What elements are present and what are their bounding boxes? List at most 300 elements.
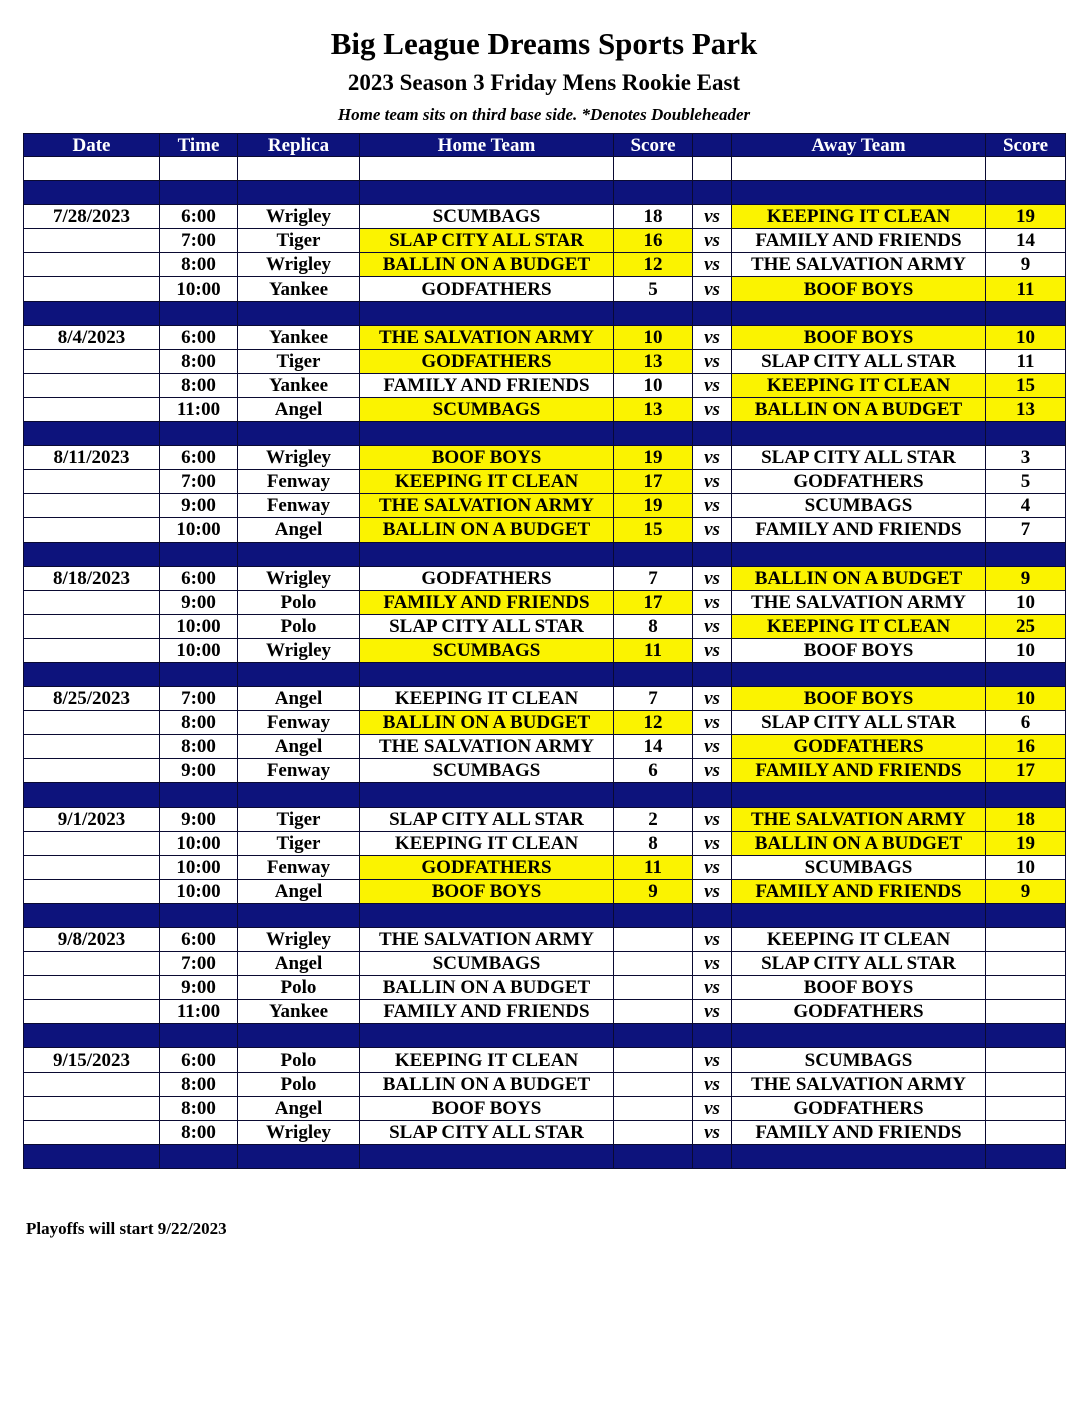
vs-cell: vs	[693, 735, 732, 759]
time-cell: 9:00	[160, 590, 238, 614]
date-cell: 8/18/2023	[24, 566, 160, 590]
vs-cell: vs	[693, 397, 732, 421]
date-cell	[24, 976, 160, 1000]
replica-cell: Angel	[238, 518, 360, 542]
game-row	[24, 879, 1066, 903]
empty-cell	[24, 662, 160, 686]
date-cell	[24, 373, 160, 397]
empty-cell	[24, 181, 160, 205]
empty-cell	[24, 542, 160, 566]
home-team-cell: GODFATHERS	[360, 566, 614, 590]
playoffs-note: Playoffs will start 9/22/2023	[26, 1219, 227, 1238]
date-cell	[24, 614, 160, 638]
away-team-cell: KEEPING IT CLEAN	[732, 614, 986, 638]
home-team-cell: THE SALVATION ARMY	[360, 928, 614, 952]
game-row	[24, 687, 1066, 711]
game-row	[24, 807, 1066, 831]
away-score-cell	[986, 1048, 1066, 1072]
away-score-cell: 17	[986, 759, 1066, 783]
empty-cell	[732, 181, 986, 205]
replica-cell: Yankee	[238, 277, 360, 301]
time-cell: 9:00	[160, 494, 238, 518]
away-score-cell: 25	[986, 614, 1066, 638]
away-score-cell	[986, 976, 1066, 1000]
home-score-cell: 19	[614, 446, 693, 470]
week-separator	[24, 1024, 1066, 1048]
empty-cell	[614, 1144, 693, 1168]
home-score-cell: 2	[614, 807, 693, 831]
home-team-cell: BOOF BOYS	[360, 879, 614, 903]
empty-cell	[732, 542, 986, 566]
away-score-cell: 14	[986, 229, 1066, 253]
replica-cell: Yankee	[238, 1000, 360, 1024]
game-row	[24, 1072, 1066, 1096]
replica-cell: Wrigley	[238, 1120, 360, 1144]
time-cell: 10:00	[160, 855, 238, 879]
vs-cell: vs	[693, 976, 732, 1000]
empty-cell	[693, 1144, 732, 1168]
col-vs	[693, 134, 732, 157]
header-row	[24, 134, 1066, 157]
away-score-cell	[986, 1096, 1066, 1120]
away-team-cell: SLAP CITY ALL STAR	[732, 446, 986, 470]
game-row	[24, 373, 1066, 397]
date-cell	[24, 590, 160, 614]
vs-cell: vs	[693, 205, 732, 229]
home-score-cell: 7	[614, 687, 693, 711]
date-cell: 7/28/2023	[24, 205, 160, 229]
home-score-cell: 9	[614, 879, 693, 903]
empty-cell	[986, 783, 1066, 807]
away-team-cell: BALLIN ON A BUDGET	[732, 397, 986, 421]
away-team-cell: FAMILY AND FRIENDS	[732, 879, 986, 903]
game-row	[24, 349, 1066, 373]
time-cell: 7:00	[160, 470, 238, 494]
col-away-team: Away Team	[732, 134, 986, 157]
home-team-cell: FAMILY AND FRIENDS	[360, 590, 614, 614]
page-subtitle: 2023 Season 3 Friday Mens Rookie East	[347, 70, 741, 95]
home-score-cell: 5	[614, 277, 693, 301]
away-team-cell: SLAP CITY ALL STAR	[732, 711, 986, 735]
home-team-cell: FAMILY AND FRIENDS	[360, 373, 614, 397]
away-team-cell: THE SALVATION ARMY	[732, 1072, 986, 1096]
home-team-cell: BALLIN ON A BUDGET	[360, 253, 614, 277]
away-score-cell	[986, 1072, 1066, 1096]
empty-cell	[986, 301, 1066, 325]
time-cell: 6:00	[160, 446, 238, 470]
game-row	[24, 446, 1066, 470]
time-cell: 10:00	[160, 879, 238, 903]
game-row	[24, 229, 1066, 253]
time-cell: 10:00	[160, 277, 238, 301]
away-score-cell	[986, 1120, 1066, 1144]
home-score-cell: 13	[614, 349, 693, 373]
date-cell: 9/15/2023	[24, 1048, 160, 1072]
date-cell	[24, 349, 160, 373]
date-cell	[24, 470, 160, 494]
away-score-cell	[986, 1000, 1066, 1024]
away-team-cell: SLAP CITY ALL STAR	[732, 952, 986, 976]
empty-cell	[160, 662, 238, 686]
empty-cell	[732, 422, 986, 446]
game-row	[24, 518, 1066, 542]
empty-cell	[24, 903, 160, 927]
home-score-cell: 11	[614, 855, 693, 879]
game-row	[24, 277, 1066, 301]
vs-cell: vs	[693, 229, 732, 253]
home-team-cell: THE SALVATION ARMY	[360, 325, 614, 349]
home-team-cell: SLAP CITY ALL STAR	[360, 1120, 614, 1144]
vs-cell: vs	[693, 638, 732, 662]
away-score-cell: 10	[986, 590, 1066, 614]
empty-cell	[238, 783, 360, 807]
date-cell	[24, 711, 160, 735]
vs-cell: vs	[693, 831, 732, 855]
empty-cell	[360, 1144, 614, 1168]
empty-cell	[693, 903, 732, 927]
time-cell: 9:00	[160, 976, 238, 1000]
away-score-cell: 13	[986, 397, 1066, 421]
game-row	[24, 566, 1066, 590]
empty-cell	[24, 1024, 160, 1048]
away-team-cell: GODFATHERS	[732, 470, 986, 494]
empty-cell	[986, 1024, 1066, 1048]
empty-cell	[986, 181, 1066, 205]
week-separator	[24, 1144, 1066, 1168]
empty-cell	[614, 301, 693, 325]
home-team-cell: GODFATHERS	[360, 855, 614, 879]
replica-cell: Tiger	[238, 229, 360, 253]
date-cell	[24, 1120, 160, 1144]
empty-cell	[360, 662, 614, 686]
replica-cell: Angel	[238, 687, 360, 711]
empty-cell	[693, 181, 732, 205]
empty-cell	[238, 662, 360, 686]
home-score-cell: 10	[614, 373, 693, 397]
date-cell	[24, 759, 160, 783]
away-team-cell: FAMILY AND FRIENDS	[732, 759, 986, 783]
col-home-team: Home Team	[360, 134, 614, 157]
away-score-cell: 19	[986, 205, 1066, 229]
time-cell: 8:00	[160, 373, 238, 397]
vs-cell: vs	[693, 879, 732, 903]
empty-cell	[238, 542, 360, 566]
home-score-cell	[614, 1000, 693, 1024]
game-row	[24, 1048, 1066, 1072]
time-cell: 10:00	[160, 831, 238, 855]
empty-cell	[360, 181, 614, 205]
empty-cell	[614, 422, 693, 446]
away-team-cell: SCUMBAGS	[732, 1048, 986, 1072]
vs-cell: vs	[693, 470, 732, 494]
home-score-cell	[614, 928, 693, 952]
away-score-cell: 11	[986, 349, 1066, 373]
empty-cell	[238, 422, 360, 446]
game-row	[24, 711, 1066, 735]
vs-cell: vs	[693, 1120, 732, 1144]
away-score-cell: 3	[986, 446, 1066, 470]
replica-cell: Fenway	[238, 855, 360, 879]
col-replica: Replica	[238, 134, 360, 157]
away-score-cell: 10	[986, 638, 1066, 662]
away-team-cell: GODFATHERS	[732, 735, 986, 759]
empty-cell	[238, 1024, 360, 1048]
time-cell: 6:00	[160, 566, 238, 590]
away-team-cell: BALLIN ON A BUDGET	[732, 566, 986, 590]
game-row	[24, 614, 1066, 638]
empty-cell	[360, 422, 614, 446]
away-score-cell: 7	[986, 518, 1066, 542]
home-score-cell: 16	[614, 229, 693, 253]
time-cell: 7:00	[160, 687, 238, 711]
replica-cell: Fenway	[238, 470, 360, 494]
game-row	[24, 855, 1066, 879]
empty-cell	[360, 1024, 614, 1048]
home-team-cell: BOOF BOYS	[360, 1096, 614, 1120]
game-row	[24, 205, 1066, 229]
away-score-cell: 5	[986, 470, 1066, 494]
date-cell: 9/1/2023	[24, 807, 160, 831]
schedule-table	[23, 133, 1066, 1169]
empty-cell	[693, 542, 732, 566]
replica-cell: Angel	[238, 735, 360, 759]
home-score-cell: 17	[614, 470, 693, 494]
vs-cell: vs	[693, 1048, 732, 1072]
date-cell	[24, 735, 160, 759]
replica-cell: Fenway	[238, 759, 360, 783]
date-cell	[24, 494, 160, 518]
home-score-cell: 15	[614, 518, 693, 542]
away-team-cell: FAMILY AND FRIENDS	[732, 229, 986, 253]
away-team-cell: BOOF BOYS	[732, 976, 986, 1000]
empty-cell	[986, 542, 1066, 566]
date-cell	[24, 879, 160, 903]
home-score-cell	[614, 1048, 693, 1072]
vs-cell: vs	[693, 325, 732, 349]
time-cell: 10:00	[160, 614, 238, 638]
week-separator	[24, 783, 1066, 807]
empty-cell	[160, 1144, 238, 1168]
date-cell	[24, 831, 160, 855]
date-cell	[24, 638, 160, 662]
home-score-cell: 11	[614, 638, 693, 662]
empty-cell	[360, 542, 614, 566]
time-cell: 8:00	[160, 1096, 238, 1120]
empty-cell	[160, 903, 238, 927]
away-team-cell: BOOF BOYS	[732, 687, 986, 711]
vs-cell: vs	[693, 855, 732, 879]
date-cell: 8/25/2023	[24, 687, 160, 711]
empty-cell	[160, 1024, 238, 1048]
replica-cell: Tiger	[238, 831, 360, 855]
vs-cell: vs	[693, 687, 732, 711]
time-cell: 7:00	[160, 229, 238, 253]
home-score-cell: 7	[614, 566, 693, 590]
time-cell: 6:00	[160, 1048, 238, 1072]
away-team-cell: KEEPING IT CLEAN	[732, 373, 986, 397]
empty-cell	[732, 301, 986, 325]
away-score-cell: 9	[986, 879, 1066, 903]
empty-cell	[614, 157, 693, 181]
home-team-cell: BOOF BOYS	[360, 446, 614, 470]
empty-cell	[160, 542, 238, 566]
away-team-cell: SLAP CITY ALL STAR	[732, 349, 986, 373]
vs-cell: vs	[693, 1000, 732, 1024]
empty-cell	[24, 783, 160, 807]
replica-cell: Polo	[238, 614, 360, 638]
home-score-cell: 19	[614, 494, 693, 518]
away-score-cell: 9	[986, 253, 1066, 277]
empty-cell	[732, 1144, 986, 1168]
time-cell: 8:00	[160, 711, 238, 735]
empty-cell	[24, 422, 160, 446]
empty-cell	[238, 157, 360, 181]
replica-cell: Angel	[238, 879, 360, 903]
empty-cell	[238, 1144, 360, 1168]
away-team-cell: SCUMBAGS	[732, 494, 986, 518]
home-score-cell	[614, 1072, 693, 1096]
time-cell: 8:00	[160, 735, 238, 759]
date-cell	[24, 1072, 160, 1096]
empty-cell	[986, 157, 1066, 181]
game-row	[24, 1000, 1066, 1024]
week-separator	[24, 181, 1066, 205]
empty-cell	[614, 1024, 693, 1048]
time-cell: 6:00	[160, 928, 238, 952]
home-score-cell	[614, 1096, 693, 1120]
vs-cell: vs	[693, 711, 732, 735]
replica-cell: Polo	[238, 590, 360, 614]
home-team-cell: BALLIN ON A BUDGET	[360, 711, 614, 735]
replica-cell: Angel	[238, 397, 360, 421]
home-team-cell: SCUMBAGS	[360, 759, 614, 783]
away-team-cell: BOOF BOYS	[732, 638, 986, 662]
date-cell	[24, 1096, 160, 1120]
vs-cell: vs	[693, 952, 732, 976]
time-cell: 7:00	[160, 952, 238, 976]
empty-cell	[614, 542, 693, 566]
home-team-cell: KEEPING IT CLEAN	[360, 687, 614, 711]
home-team-cell: BALLIN ON A BUDGET	[360, 1072, 614, 1096]
empty-cell	[160, 783, 238, 807]
vs-cell: vs	[693, 807, 732, 831]
away-team-cell: THE SALVATION ARMY	[732, 807, 986, 831]
home-score-cell	[614, 952, 693, 976]
home-score-cell: 6	[614, 759, 693, 783]
vs-cell: vs	[693, 253, 732, 277]
date-cell	[24, 855, 160, 879]
empty-cell	[732, 1024, 986, 1048]
empty-cell	[732, 783, 986, 807]
empty-cell	[160, 301, 238, 325]
date-cell: 9/8/2023	[24, 928, 160, 952]
empty-cell	[160, 181, 238, 205]
empty-cell	[24, 1144, 160, 1168]
home-team-cell: THE SALVATION ARMY	[360, 494, 614, 518]
replica-cell: Tiger	[238, 349, 360, 373]
date-cell	[24, 952, 160, 976]
vs-cell: vs	[693, 928, 732, 952]
empty-cell	[238, 301, 360, 325]
game-row	[24, 976, 1066, 1000]
vs-cell: vs	[693, 446, 732, 470]
replica-cell: Fenway	[238, 711, 360, 735]
replica-cell: Wrigley	[238, 205, 360, 229]
home-score-cell	[614, 1120, 693, 1144]
replica-cell: Wrigley	[238, 253, 360, 277]
away-score-cell: 15	[986, 373, 1066, 397]
home-team-cell: SCUMBAGS	[360, 638, 614, 662]
away-team-cell: BOOF BOYS	[732, 325, 986, 349]
empty-cell	[614, 662, 693, 686]
time-cell: 8:00	[160, 1072, 238, 1096]
away-score-cell: 6	[986, 711, 1066, 735]
empty-cell	[693, 783, 732, 807]
empty-cell	[238, 903, 360, 927]
home-score-cell: 13	[614, 397, 693, 421]
away-score-cell	[986, 952, 1066, 976]
time-cell: 11:00	[160, 397, 238, 421]
replica-cell: Wrigley	[238, 638, 360, 662]
away-score-cell: 10	[986, 687, 1066, 711]
vs-cell: vs	[693, 759, 732, 783]
game-row	[24, 253, 1066, 277]
week-separator	[24, 662, 1066, 686]
week-separator	[24, 903, 1066, 927]
empty-cell	[614, 903, 693, 927]
away-team-cell: FAMILY AND FRIENDS	[732, 1120, 986, 1144]
game-row	[24, 952, 1066, 976]
home-team-cell: THE SALVATION ARMY	[360, 735, 614, 759]
time-cell: 6:00	[160, 325, 238, 349]
empty-cell	[360, 157, 614, 181]
game-row	[24, 831, 1066, 855]
week-separator	[24, 542, 1066, 566]
replica-cell: Polo	[238, 1072, 360, 1096]
empty-cell	[986, 1144, 1066, 1168]
away-score-cell	[986, 928, 1066, 952]
away-score-cell: 10	[986, 325, 1066, 349]
home-team-cell: SLAP CITY ALL STAR	[360, 614, 614, 638]
home-team-cell: SLAP CITY ALL STAR	[360, 807, 614, 831]
game-row	[24, 1096, 1066, 1120]
empty-cell	[732, 157, 986, 181]
empty-cell	[986, 422, 1066, 446]
replica-cell: Polo	[238, 1048, 360, 1072]
home-team-cell: KEEPING IT CLEAN	[360, 470, 614, 494]
date-cell	[24, 229, 160, 253]
replica-cell: Wrigley	[238, 928, 360, 952]
away-score-cell: 18	[986, 807, 1066, 831]
away-score-cell: 19	[986, 831, 1066, 855]
away-score-cell: 10	[986, 855, 1066, 879]
time-cell: 10:00	[160, 518, 238, 542]
time-cell: 10:00	[160, 638, 238, 662]
date-cell: 8/4/2023	[24, 325, 160, 349]
replica-cell: Polo	[238, 976, 360, 1000]
empty-cell	[614, 181, 693, 205]
home-team-cell: BALLIN ON A BUDGET	[360, 518, 614, 542]
week-separator	[24, 301, 1066, 325]
vs-cell: vs	[693, 349, 732, 373]
date-cell: 8/11/2023	[24, 446, 160, 470]
empty-cell	[360, 783, 614, 807]
away-score-cell: 16	[986, 735, 1066, 759]
empty-cell	[986, 903, 1066, 927]
empty-cell	[693, 422, 732, 446]
away-team-cell: BALLIN ON A BUDGET	[732, 831, 986, 855]
home-team-cell: KEEPING IT CLEAN	[360, 831, 614, 855]
